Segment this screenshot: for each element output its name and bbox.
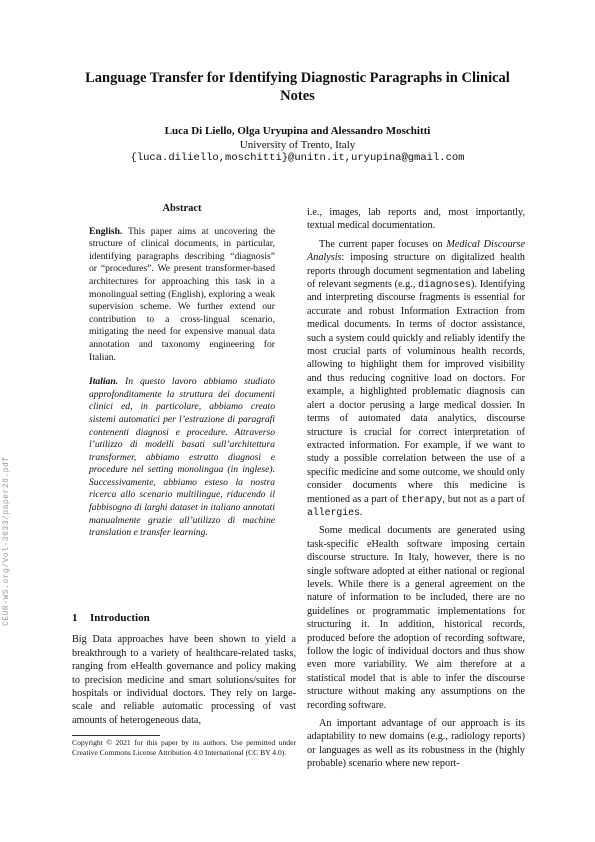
- abstract-english-text: This paper aims at uncovering the structure of clinical documents, in particular, identifying paragraphs describing “diagnosis” or “procedures”. We present transformer-based architectures for approaching this task in a monolingual setting (English), exploring a weak supervision scheme. We further extend our contribution to a cross-lingual scenario, mitigating the need for expensive manual data annotation and taxonomy engineering for Italian.: [89, 225, 275, 363]
- intro-paragraph: Big Data approaches have been shown to yield a breakthrough to a variety of healthcare-related tasks, ranging from eHealth governance and policy making to precision medicine and smart solutions/suites for hospitals or individual doctors. They rely on large-scale and reliable automatic processing of vast amounts of heterogeneous data,: [72, 634, 296, 726]
- section-number: 1: [72, 612, 78, 624]
- paragraph-continued: i.e., images, lab reports and, most importantly, textual medical documentation.: [307, 207, 525, 232]
- code-term-diagnoses: diagnoses: [418, 279, 471, 291]
- text-run: .: [359, 506, 363, 518]
- paragraph-advantage: An important advantage of our approach is its adaptability to new domains (e.g., radiology reports) or languages as well as its robustness in the (highly probable) scenario where new report-: [307, 718, 525, 770]
- abstract-block: [89, 203, 275, 540]
- abstract-english-label: English.: [89, 225, 123, 237]
- author-list: Luca Di Liello, Olga Uryupina and Alessandro Moschitti: [164, 125, 431, 137]
- code-term-therapy: therapy: [401, 493, 443, 505]
- paper-title: Language Transfer for Identifying Diagnostic Paragraphs in Clinical Notes: [85, 70, 510, 104]
- text-run: : imposing structure on digitalized health reports through document segmentation and labeling of relevant segments (e.g.,: [307, 252, 525, 291]
- affiliation: University of Trento, Italy: [239, 139, 356, 151]
- copyright-footnote: Copyright © 2021 for this paper by its authors. Use permitted under Creative Commons License Attribution 4.0 International (CC BY 4.0).: [72, 738, 296, 757]
- ceur-sidebar-stamp: [2, 436, 18, 626]
- paragraph-software: Some medical documents are generated using task-specific eHealth software imposing certain discourse structure. In Italy, however, there is no single software adopted at either national or regional levels. While there is a general agreement on the nature of information to be included, there are no guidelines or programmatic implementations for structuring it. In addition, historical records, produced before the adoption of recording software, follow the logic of individual doctors and thus show even more variability. We aim therefore at a statistical model that is able to infer the discourse structure without making any assumptions on the recording software.: [307, 525, 525, 711]
- code-term-allergies: allergies: [307, 506, 360, 518]
- section-title: Introduction: [90, 612, 150, 624]
- abstract-italian-text: In questo lavoro abbiamo studiato approfonditamente la struttura dei documenti clinici ed, in particolare, abbiamo creato sistemi automatici per l’estrazione di paragrafi contenenti diagnosi e procedure. Attraverso l’utilizzo di modelli basati sull’architettura transformer, abbiamo estratto diagnosi e procedure nel setting monolingua (in inglese). Successivamente, abbiamo esteso la nostra ricerca allo scenario multilingue, riducendo il fabbisogno di larghi dataset in italiano annotati manualmente grazie all’utilizzo di machine translation e transfer learning.: [89, 376, 275, 539]
- paragraph-discourse-analysis: [307, 238, 525, 520]
- author-emails: {luca.diliello,moschitti}@unitn.it,uryupina@gmail.com: [130, 152, 465, 164]
- footnote-divider: [72, 735, 160, 736]
- section-heading: [72, 612, 296, 625]
- right-column: [307, 206, 525, 776]
- ceur-sidebar-text: CEUR-WS.org/Vol-3033/paper28.pdf: [2, 456, 11, 626]
- text-run: , but not as a part of: [442, 493, 526, 505]
- text-run: ). Identifying and interpreting discourse fragments is essential for accurate and robust Information Extraction from medical documents. In terms of doctor assistance, such a system could quickly and reliably identify the most crucial parts of voluminous health records, allowing to highlight them for improved visibility and thus reducing cognitive load on doctors. For example, a highlighted problematic diagnosis can alert a doctor perusing a large medical dossier. In terms of automated data analytics, discourse structure is crucial for correct interpretation of extracted information. For example, if we want to study a possible correlation between the use of a specific medicine and some outcome, we should only consider documents where this medicine is mentioned as a part of: [307, 279, 525, 505]
- text-run: The current paper focuses on: [319, 238, 447, 250]
- introduction-section: [72, 612, 296, 727]
- abstract-italian-label: Italian.: [89, 376, 119, 388]
- abstract-english: [89, 226, 275, 365]
- abstract-heading: Abstract: [162, 203, 202, 214]
- abstract-italian: [89, 376, 275, 540]
- emphasis-term: Medical Discourse Analysis: [307, 238, 525, 264]
